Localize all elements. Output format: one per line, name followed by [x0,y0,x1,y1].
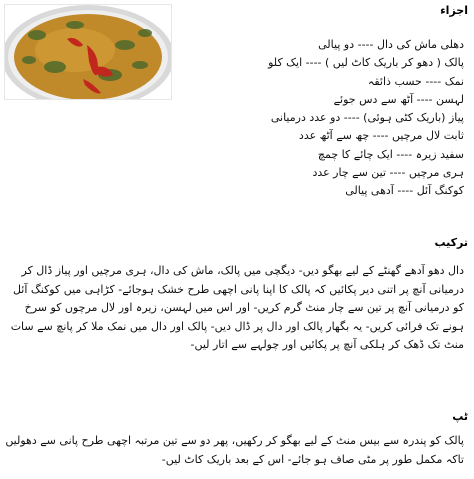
ingredient-item: ثابت لال مرچیں ---- چھ سے آٹھ عدد [298,129,464,143]
method-text: دال دھو آدھے گھنٹے کے لیے بھگو دیں- دیگچی میں پالک، ماش کی دال، ہری مرچیں اور پیاز ڈال کر درمیانی آنچ پر اتنی دیر پکائیں کہ پالک کا اپنا پانی اچھی طرح خشک ہوجائے- کڑاہی میں کوکنگ آئل کو درمیانی آنچ پر تین سے چار منٹ گرم کریں- اور اس میں لہسن، زیرہ اور لال مرچوں کو سرخ ہونے تک فرائی کریں- یہ بگھار پالک اور دال پر ڈال دیں- پالک اور دال میں نمک ملا کر پانچ سے سات منٹ تک ڈھک کر ہلکی آنچ پر پکائیں اور چولہے سے اتار لیں- [10,264,464,352]
ingredient-item: ہری مرچیں ---- تین سے چار عدد [312,166,464,180]
ingredients-heading: اجزاء [440,4,468,17]
ingredients-list [204,36,464,201]
ingredient-item: دھلی ماش کی دال ---- دو پیالی [318,38,464,51]
ingredient-item: کوکنگ آئل ---- آدھی پیالی [345,184,464,198]
bowl-of-dal-icon [5,5,171,99]
ingredient-item: نمک ---- حسب ذائقہ [367,74,464,88]
tip-text: پالک کو پندرہ سے بیس منٹ کے لیے بھگو کر رکھیں، پھر دو سے تین مرتبہ اچھی طرح پانی سے دھولیں تاکہ مکمل طور پر مٹی صاف ہو جائے- اس کے بعد باریک کاٹ لیں- [5,434,464,466]
ingredient-item: پیاز (باریک کٹی ہوئی) ---- دو عدد درمیانی [270,111,464,125]
tip-heading: ٹپ [452,410,468,423]
method-heading: ترکیب [434,236,468,249]
dal-palak-photo [4,4,172,100]
ingredient-item: لہسن ---- آٹھ سے دس جوئے [333,92,464,106]
ingredient-item: پالک ( دھو کر باریک کاٹ لیں ) ---- ایک کلو [268,56,464,70]
ingredient-item: سفید زیرہ ---- ایک چائے کا چمچ [317,147,464,161]
